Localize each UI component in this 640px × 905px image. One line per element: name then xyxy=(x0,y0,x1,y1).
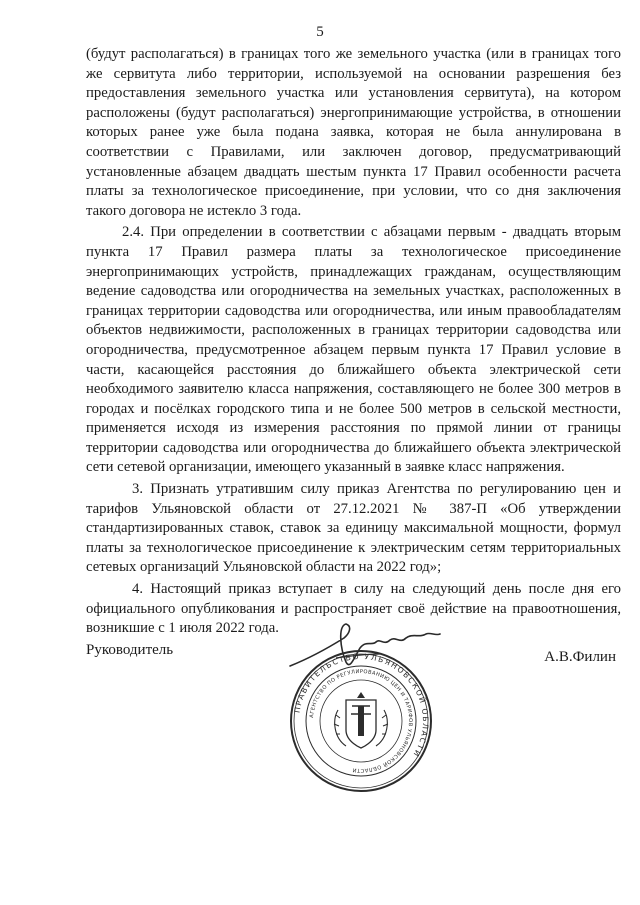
seal-outer-text: ПРАВИТЕЛЬСТВО УЛЬЯНОВСКОЙ ОБЛАСТИ xyxy=(292,651,431,760)
seal-inner-text: АГЕНТСТВО ПО РЕГУЛИРОВАНИЮ ЦЕН И ТАРИФОВ УЛЬЯНОВСКОЙ ОБЛАСТИ xyxy=(309,668,414,774)
paragraph-2-4: 2.4. При определении в соответствии с абзацами первым - двадцать вторым пункта 17 Правил размера платы за технологическое присоединение энергопринимающих устройств, принадлежащих гражданам, осуществляющим ведение садоводства или огородничества на земельных участках, расположенных в границах территории садоводства или огородничества, или иным правообладателям объектов недвижимости, расположенных в границах территории садоводства или огородничества, предусмотренное абзацем первым пункта 17 Правил условие в части, касающейся расстояния до ближайшего объекта электрической сети необходимого заявителю класса напряжения, составляющего не более 300 метров в городах и посёлках городского типа и не более 500 метров в сельской местности, применяется исходя из измерения расстояния по прямой линии от границы территории садоводства или огородничества до ближайшего объекта электрической сети сетевой организации, имеющего указанный в заявке класс напряжения. xyxy=(86,224,621,476)
paragraph-4: 4. Настоящий приказ вступает в силу на следующий день после дня его официального опубликования и распространяет своё действие на правоотношения, возникшие с 1 июля 2022 года. xyxy=(86,581,621,637)
signatory-position: Руководитель xyxy=(86,642,174,658)
document-body xyxy=(86,45,621,639)
official-seal xyxy=(288,648,434,794)
coat-of-arms-icon xyxy=(334,692,388,748)
paragraph-continuation: (будут располагаться) в границах того же земельного участка (или в границах того же сервитута либо территории, используемой на основании разрешения без предоставления земельного участка или установления сервитута), на котором расположены (будут располагаться) энергопринимающие устройства, в отношении которых ранее уже была подана заявка, которая не была аннулирована в соответствии с Правилами, или заключен договор, предусматривающий установленные абзацем двадцать шестым пункта 17 Правил особенности расчета платы за технологическое присоединение, при условии, что со дня заключения такого договора не истекло 3 года. xyxy=(86,46,621,219)
paragraph-3: 3. Признать утратившим силу приказ Агентства по регулированию цен и тарифов Ульяновской области от 27.12.2021 № 387-П «Об утверждении стандартизированных ставок, ставок за единицу максимальной мощности, формул платы за технологическое присоединение к электрическим сетям территориальных сетевых организаций Ульяновской области на 2022 год»; xyxy=(86,481,621,576)
signatory-name: А.В.Филин xyxy=(544,649,616,665)
page-number: 5 xyxy=(316,24,324,40)
